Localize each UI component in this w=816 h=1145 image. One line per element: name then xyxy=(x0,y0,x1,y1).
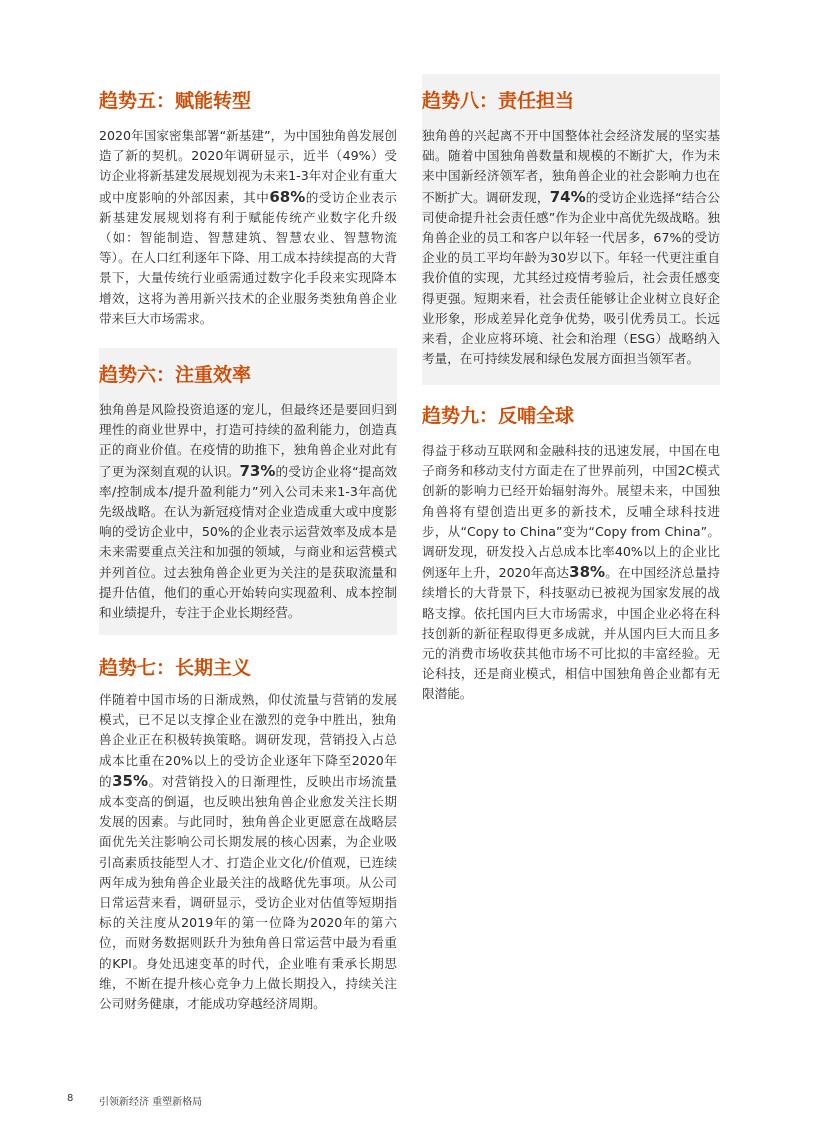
trend5-stat: 68% xyxy=(269,187,306,206)
trend7-text-1: 伴随着中国市场的日渐成熟，仰仗流量与营销的发展模式，已不足以支撑企业在激烈的竞争中胜出，独角兽企业正在积极转换策略。调研发现，营销投入占总成本比重在20%以上的受访企业逐年下降至2020年的 xyxy=(99,692,397,789)
trend8-stat: 74% xyxy=(549,187,586,206)
trend9-stat: 38% xyxy=(569,563,606,582)
trend5-heading: 趋势五：赋能转型 xyxy=(99,90,252,112)
trend7-stat: 35% xyxy=(112,771,149,790)
trend9-text-2: 。在中国经济总量持续增长的大背景下，科技驱动已被视为国家发展的战略支撑。依托国内巨大市场需求，中国企业必将在科技创新的新征程取得更多成就，并从国内巨大而且多元的消费市场收获其他市场不可比拟的丰富经验。无论科技，还是商业模式，相信中国独角兽企业都有无限潜能。 xyxy=(422,565,720,702)
trend6-paragraph xyxy=(99,400,397,623)
trend8-text-1: 独角兽的兴起离不开中国整体社会经济发展的坚实基础。随着中国独角兽数量和规模的不断扩大，作为未来中国新经济领军者，独角兽企业的社会影响力也在不断扩大。调研发现， xyxy=(422,128,720,205)
trend5-text-1: 2020年国家密集部署“新基建”，为中国独角兽发展创造了新的契机。2020年调研显示，近半（49%）受访企业将新基建发展规划视为未来1-3年对企业有重大或中度影响的外部因素，其中 xyxy=(99,128,397,205)
trend6-stat: 73% xyxy=(239,461,276,480)
trend6-heading: 趋势六：注重效率 xyxy=(99,364,252,386)
footer-title: 引领新经济 重塑新格局 xyxy=(99,1097,203,1108)
trend7-heading: 趋势七：长期主义 xyxy=(99,657,252,679)
trend6-text-1: 独角兽是风险投资追逐的宠儿，但最终还是要回归到理性的商业世界中，打造可持续的盈利能力，创造真正的商业价值。在疫情的助推下，独角兽企业对此有了更为深刻直观的认识。 xyxy=(99,402,397,479)
trend5-paragraph xyxy=(99,126,397,329)
trend7-paragraph xyxy=(99,690,397,1014)
page-number: 8 xyxy=(67,1093,74,1104)
trend6-text-2: 的受访企业将“提高效率/控制成本/提升盈利能力”列入公司未来1-3年高优先级战略。在认为新冠疫情对企业造成重大或中度影响的受访企业中，50%的企业表示运营效率及成本是未来需要重点关注和加强的领域，与商业和运营模式并列首位。过去独角兽企业更为关注的是获取流量和提升估值，他们的重心开始转向实现盈利、成本控制和业绩提升，专注于企业长期经营。 xyxy=(99,463,397,621)
trend9-text-1: 得益于移动互联网和金融科技的迅速发展，中国在电子商务和移动支付方面走在了世界前列，中国2C模式创新的影响力已经开始辐射海外。展望未来，中国独角兽将有望创造出更多的新技术，反哺全球科技进步，从“Copy to China”变为“Copy from China”。调研发现，研发投入占总成本比率40%以上的企业比例逐年上升，2020年高达 xyxy=(422,443,720,581)
trend9-paragraph xyxy=(422,441,720,705)
trend8-paragraph xyxy=(422,126,720,369)
trend5-text-2: 的受访企业表示新基建发展规划将有利于赋能传统产业数字化升级（如：智能制造、智慧建筑、智慧农业、智慧物流等）。在人口红利逐年下降、用工成本持续提高的大背景下，大量传统行业亟需通过数字化手段来实现降本增效，这将为善用新兴技术的企业服务类独角兽企业带来巨大市场需求。 xyxy=(99,189,398,326)
trend7-text-2: 。对营销投入的日渐理性，反映出市场流量成本变高的倒逼，也反映出独角兽企业愈发关注长期发展的因素。与此同时，独角兽企业更愿意在战略层面优先关注影响公司长期发展的核心因素，为企业吸引高素质技能型人才、打造企业文化/价值观，已连续两年成为独角兽企业最关注的战略优先事项。从公司日常运营来看，调研显示，受访企业对估值等短期指标的关注度从2019年的第一位降为2020年的第六位，而财务数据则跃升为独角兽日常运营中最为看重的KPI。身处迅速变革的时代，企业唯有秉承长期思维，不断在提升核心竞争力上做长期投入，持续关注公司财务健康，才能成功穿越经济周期。 xyxy=(99,773,398,1012)
trend8-text-2: 的受访企业选择“结合公司使命提升社会责任感”作为企业中高优先级战略。独角兽企业的员工和客户以年轻一代居多，67%的受访企业的员工平均年龄为30岁以下。年轻一代更注重自我价值的实现，尤其经过疫情考验后，社会责任感变得更强。短期来看，社会责任能够让企业树立良好企业形象，形成差异化竞争优势，吸引优秀员工。长远来看，企业应将环境、社会和治理（ESG）战略纳入考量，在可持续发展和绿色发展方面担当领军者。 xyxy=(422,189,721,367)
trend9-heading: 趋势九：反哺全球 xyxy=(422,405,575,427)
trend8-heading: 趋势八：责任担当 xyxy=(422,90,575,112)
